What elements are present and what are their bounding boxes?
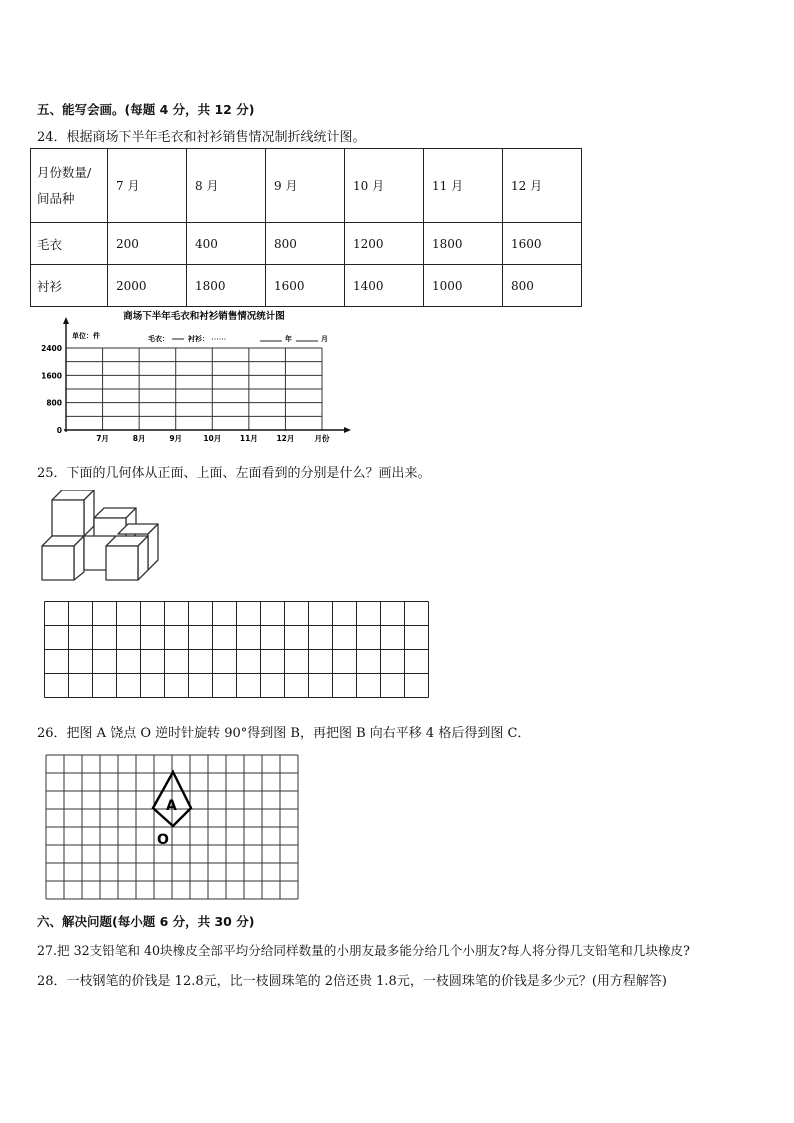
question-27: 27.把 32支铅笔和 40块橡皮全部平均分给同样数量的小朋友最多能分给几个小朋友?每人将分得几支铅笔和几块橡皮? xyxy=(37,943,690,958)
legend-shirt-label: 衬衫： xyxy=(188,335,209,343)
chart-y-arrow xyxy=(63,317,69,324)
table-cell: 800 xyxy=(266,223,345,265)
table-cell: 800 xyxy=(503,265,582,307)
table-cell: 200 xyxy=(108,223,187,265)
month-header: 12 月 xyxy=(503,149,582,223)
grid-q25-lines xyxy=(45,602,429,698)
table-cell: 1800 xyxy=(424,223,503,265)
table-cell: 1600 xyxy=(503,223,582,265)
section-5-note: (每题 4 分，共 12 分) xyxy=(124,102,255,117)
chart-x-tick-label: 7月 xyxy=(96,434,109,443)
table-cell: 1200 xyxy=(345,223,424,265)
chart-grid xyxy=(66,348,322,430)
table-row xyxy=(31,265,582,307)
chart-x-arrow xyxy=(344,427,351,433)
chart-x-tick-label: 12月 xyxy=(276,434,295,443)
chart-y-tick-label: 1600 xyxy=(41,371,62,381)
question-28: 28．一枝钢笔的价钱是 12.8元，比一枝圆珠笔的 2倍还贵 1.8元，一枝圆珠笔的价钱是多少元？(用方程解答) xyxy=(37,974,667,989)
section-6-title: 六、解决问题 xyxy=(37,914,113,929)
question-26: 26．把图 A 饶点 O 逆时针旋转 90°得到图 B，再把图 B 向右平移 4 格后得到图 C． xyxy=(37,726,531,741)
figure-a-label: A xyxy=(166,798,177,814)
table-cell: 1600 xyxy=(266,265,345,307)
top-cube-front-face xyxy=(52,500,84,536)
grid-q26-lines xyxy=(46,755,298,899)
table-header-row xyxy=(31,149,582,223)
row-label: 衬衫 xyxy=(31,265,108,307)
month-header: 10 月 xyxy=(345,149,424,223)
section-6-note: (每小题 6 分，共 30 分) xyxy=(112,914,255,929)
chart-y-tick-label: 0 xyxy=(56,426,62,435)
month-header: 7 月 xyxy=(108,149,187,223)
section-6-heading xyxy=(37,912,254,930)
legend-sweater-label: 毛衣： xyxy=(148,335,169,343)
table-cell: 1000 xyxy=(424,265,503,307)
cube-solid-figure xyxy=(40,490,165,582)
table-corner-header: 月份数量/ 间品种 xyxy=(31,149,108,223)
table-cell: 1800 xyxy=(187,265,266,307)
table-row xyxy=(31,223,582,265)
chart-x-tick-label: 10月 xyxy=(203,434,222,443)
drawing-grid-q25 xyxy=(44,601,432,701)
chart-y-ticks xyxy=(41,344,62,435)
table-cell: 2000 xyxy=(108,265,187,307)
chart-y-tick-label: 800 xyxy=(46,398,62,408)
sales-line-chart xyxy=(36,308,356,448)
month-label: 月 xyxy=(321,335,328,343)
question-24: 24．根据商场下半年毛衣和衬衫销售情况制折线统计图。 xyxy=(37,130,366,145)
right-cube-front xyxy=(106,546,138,580)
row-label: 毛衣 xyxy=(31,223,108,265)
month-header: 8 月 xyxy=(187,149,266,223)
year-label: 年 xyxy=(285,335,292,343)
rotation-grid-q26 xyxy=(45,754,301,902)
point-o-label: O xyxy=(157,832,169,848)
sales-table xyxy=(30,148,582,307)
left-cube-front xyxy=(42,546,74,580)
chart-title: 商场下半年毛衣和衬衫销售情况统计图 xyxy=(123,311,285,322)
month-header: 9 月 xyxy=(266,149,345,223)
chart-y-tick-label: 2400 xyxy=(41,344,62,353)
table-cell: 1400 xyxy=(345,265,424,307)
question-25: 25．下面的几何体从正面、上面、左面看到的分别是什么？画出来。 xyxy=(37,466,431,481)
section-5-heading xyxy=(37,100,254,118)
section-5-title: 五、能写会画。 xyxy=(37,102,125,117)
chart-x-ticks xyxy=(96,433,330,443)
month-header: 11 月 xyxy=(424,149,503,223)
chart-x-tick-label: 11月 xyxy=(239,434,258,443)
chart-x-tick-label: 9月 xyxy=(169,434,183,443)
chart-x-tick-label: 8月 xyxy=(132,434,146,443)
chart-unit-label: 单位：件 xyxy=(72,332,100,340)
chart-x-tick-label: 月份 xyxy=(314,434,330,443)
table-cell: 400 xyxy=(187,223,266,265)
